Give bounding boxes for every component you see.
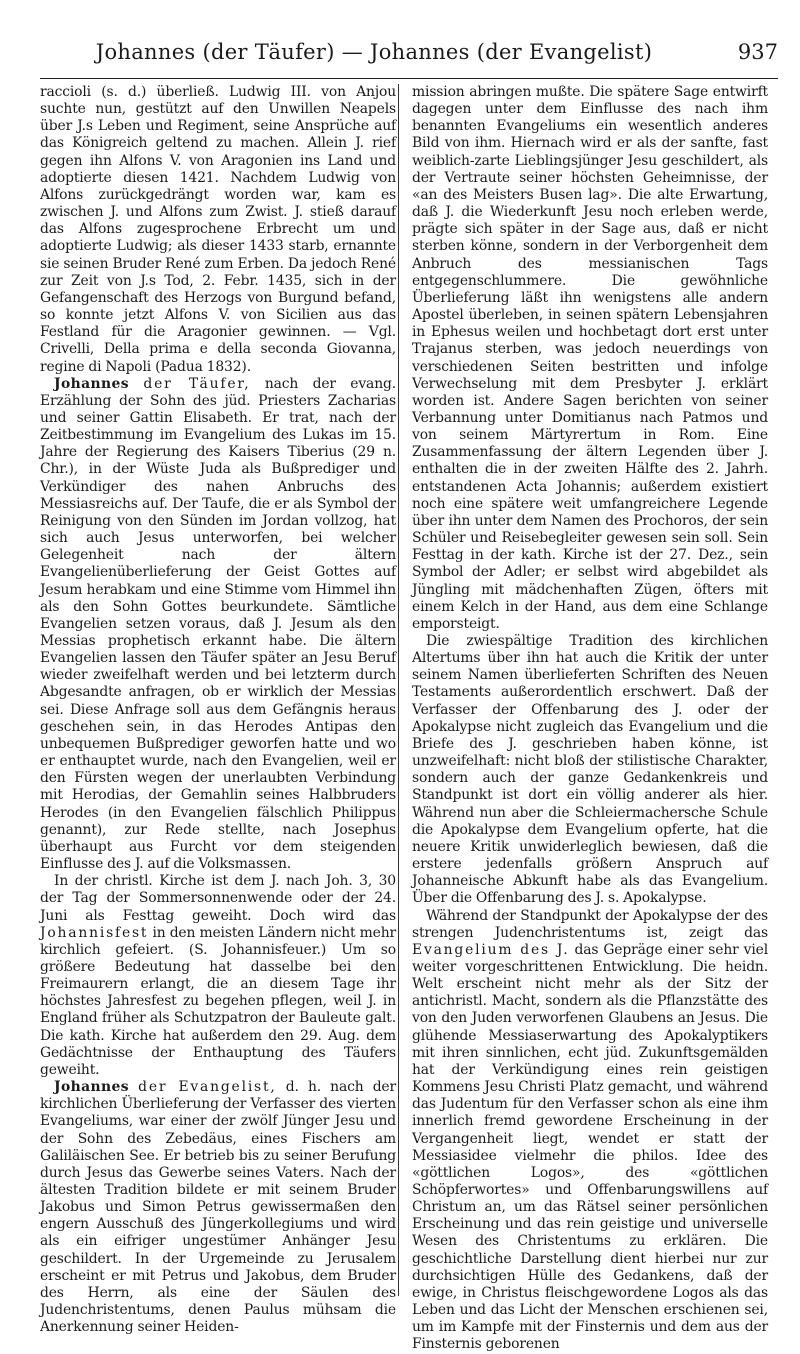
entry-headword: Johannes [54, 1079, 129, 1096]
paragraph-text: In der christl. Kirche ist dem J. nach Joh. 3, 30 der Tag der Sommersonnenwende oder der 24. Juni als Festtag geweiht. Doch wird das [40, 873, 396, 924]
running-title: Johannes (der Täufer) — Johannes (der Evangelist) [95, 40, 653, 64]
paragraph-text: mission abringen mußte. Die spätere Sage entwirft dagegen unter dem Einflusse des nach ihm benannten Evangeliums ein wesentlich anderes Bild von ihm. Hiernach wird er als der sanfte, fast weiblich-zarte Lieblingsjünger Jesu geschildert, als der Vertraute seiner höchsten Geheimnisse, der «an des Meisters Busen lag». Die alte Erwartung, daß J. die Wiederkunft Jesu noch erleben werde, prägte sich später in der Sage aus, daß er nicht sterben könne, sondern in der Verborgenheit dem Anbruch des messianischen Tags entgegenschlummere. Die gewöhnliche Überlieferung läßt ihn wenigstens alle andern Apostel überleben, in seinen spätern Lebensjahren in Ephesus weilen und hochbetagt dort erst unter Trajanus sterben, was jedoch neuerdings von verschiedenen Seiten bestritten und infolge Verwechselung mit dem Presbyter J. erklärt worden ist. Andere Sagen berichten von seiner Verbannung unter Domitianus nach Patmos und von seinem Märtyrertum in Rom. Eine Zusammenfassung der ältern Legenden über J. enthalten die in der zweiten Hälfte des 2. Jahrh. entstandenen Acta Johannis; außerdem existiert noch eine spätere weit umfangreichere Legende über ihn unter dem Namen des Prochoros, der sein Schüler und Reisebegleiter gewesen sein soll. Sein Festtag in der kath. Kirche ist der 27. Dez., sein Symbol der Adler; er selbst wird abgebildet als Jüngling mit mädchenhaften Zügen, öfters mit einem Kelch in der Hand, aus dem eine Schlange emporsteigt. [412, 84, 768, 632]
page-number: 937 [737, 40, 778, 64]
column-divider [398, 84, 399, 1296]
emphasized-term: Johannisfest [40, 924, 149, 941]
paragraph-text: raccioli (s. d.) überließ. Ludwig III. von Anjou suchte nun, gestützt auf den Unwillen Neapels über J.s Leben und Regiment, seine Ansprüche auf das Königreich geltend zu machen. Allein J. rief gegen ihn Alfons V. von Aragonien ins Land und adoptierte diesen 1421. Nachdem Ludwig von Alfons zurückgedrängt worden war, kam es zwischen J. und Alfons zum Zwist. J. stieß darauf das Alfons zugesprochene Erbrecht um und adoptierte Ludwig; als dieser 1433 starb, ernannte sie seinen Bruder René zum Erben. Da jedoch René zur Zeit von J.s Tod, 2. Febr. 1435, sich in der Gefangenschaft des Herzogs von Burgund befand, so konnte jetzt Alfons V. von Sicilien aus das Festland für die Aragonier gewinnen. — Vgl. Crivelli, Della prima e della seconda Giovanna, regine di Napoli (Padua 1832). [40, 84, 396, 375]
right-column [412, 84, 768, 1353]
page-header [40, 40, 778, 74]
header-rule [40, 78, 778, 79]
left-column [40, 84, 396, 1336]
paragraph [412, 84, 768, 633]
paragraph-text: das Gepräge einer sehr viel weiter vorgeschrittenen Entwicklung. Die heidn. Welt erscheint nicht mehr als der Sitz der antichristl. Macht, sondern als die Pflanzstätte des von den Juden verworfenen Glaubens an Jesus. Die glühende Messiaserwartung des Apokalyptikers mit ihren sinnlichen, echt jüd. Zukunftsgemälden hat der Verkündigung eines rein geistigen Kommens Jesu Christi Platz gemacht, und während das Judentum für den Verfasser schon als eine ihm innerlich fremd gewordene Erscheinung in der Vergangenheit liegt, wendet er statt der Messiasidee vielmehr die philos. Idee des «göttlichen Logos», des «göttlichen Schöpferwortes» und Offenbarungswillens auf Christum an, um das Rätsel seiner persönlichen Erscheinung und das rein geistige und universelle Wesen des Christentums zu erklären. Die geschichtliche Darstellung dient hierbei nur zur durchsichtigen Hülle des Gedankens, daß der ewige, in Christus fleischgewordene Logos als das Leben und das Licht der Menschen erschienen sei, um im Kampfe mit der Finsternis und dem aus der Finsternis geborenen [412, 941, 768, 1353]
paragraph-text: nach der evang. Erzählung der Sohn des jüd. Priesters Zacharias und seiner Gattin Elisabeth. Er trat, nach der Zeitbestimmung im Evangelium des Lukas im 15. Jahre der Regierung des Kaisers Tiberius (29 n. Chr.), in der Wüste Juda als Bußprediger und Verkündiger des nahen Anbruchs des Messiasreichs auf. Der Taufe, die er als Symbol der Reinigung von den Sünden im Jordan vollzog, hat sich auch Jesus unterworfen, bei welcher Gelegenheit nach der ältern Evangelienüberlieferung der Geist Gottes auf Jesum herabkam und eine Stimme vom Himmel ihn als den Sohn Gottes beurkundete. Sämtliche Evangelien setzen voraus, daß J. Jesum als den Messias prophetisch erkannt habe. Die ältern Evangelien lassen den Täufer später an Jesu Beruf wieder zweifelhaft werden und bei letzterm durch Abgesandte anfragen, ob er wirklich der Messias sei. Diese Anfrage soll aus dem Gefängnis heraus geschehen sein, in das Herodes Antipas den unbequemen Bußprediger geworfen hatte und wo er enthauptet wurde, nach den Evangelien, weil er den Fürsten wegen der unerlaubten Verbindung mit Herodias, der Gemahlin seines Halbbruders Herodes (in den Evangelien fälschlich Philippus genannt), zur Rede stellte, nach Josephus überhaupt aus Furcht vor dem steigenden Einflusse des J. auf die Volksmassen. [40, 375, 396, 873]
entry-johannes-evangelist [40, 1079, 396, 1336]
entry-subtitle: der Evangelist, [138, 1079, 277, 1096]
entry-headword: Johannes [54, 375, 129, 392]
paragraph [412, 908, 768, 1354]
entry-subtitle: der Täufer, [143, 375, 251, 392]
paragraph-text: in den meisten Ländern nicht mehr kirchlich gefeiert. (S. Johannisfeuer.) Um so größere Bedeutung hat dasselbe bei den Freimaurern erlangt, die an diesem Tage ihr höchstes Jahresfest zu begehen pflegen, weil J. in England früher als Schutzpatron der Bauleute galt. Die kath. Kirche hat außerdem den 29. Aug. dem Gedächtnisse der Enthauptung des Täufers geweiht. [40, 924, 396, 1078]
paragraph-text: Während der Standpunkt der Apokalypse der des strengen Judenchristentums ist, zeigt das [412, 907, 768, 941]
emphasized-term: Evangelium des J. [412, 941, 570, 958]
paragraph [40, 873, 396, 1079]
entry-johannes-taeufer [40, 376, 396, 874]
article-continuation-paragraph [40, 84, 396, 376]
paragraph-text: Die zwiespältige Tradition des kirchlichen Altertums über ihn hat auch die Kritik der unter seinem Namen überlieferten Schriften des Neuen Testaments außerordentlich erschwert. Daß der Verfasser der Offenbarung des J. oder der Apokalypse nicht zugleich das Evangelium und die Briefe des J. geschrieben haben könne, ist unzweifelhaft: nicht bloß der stilistische Charakter, sondern auch der ganze Gedankenkreis und Standpunkt ist dort ein völlig anderer als hier. Während nun aber die Schleiermachersche Schule die Apokalypse dem Evangelium opferte, hat die neuere Kritik unwiderleglich bewiesen, daß die erstere jedenfalls größern Anspruch auf Johanneische Abkunft habe als das Evangelium. Über die Offenbarung des J. s. Apokalypse. [412, 633, 768, 907]
paragraph-text: d. h. nach der kirchlichen Überlieferung der Verfasser des vierten Evangeliums, war einer der zwölf Jünger Jesu und der Sohn des Zebedäus, eines Fischers am Galiläischen See. Er betrieb bis zu seiner Berufung durch Jesus das Gewerbe seines Vaters. Nach der ältesten Tradition bildete er mit seinem Bruder Jakobus und Simon Petrus gewissermaßen den engern Ausschuß des Jüngerkollegiums und wird als ein eifriger ungestümer Anhänger Jesu geschildert. In der Urgemeinde zu Jerusalem erscheint er mit Petrus und Jakobus, dem Bruder des Herrn, als eine der Säulen des Judenchristentums, denen Paulus mühsam die Anerkennung seiner Heiden- [40, 1079, 396, 1336]
paragraph [412, 633, 768, 908]
